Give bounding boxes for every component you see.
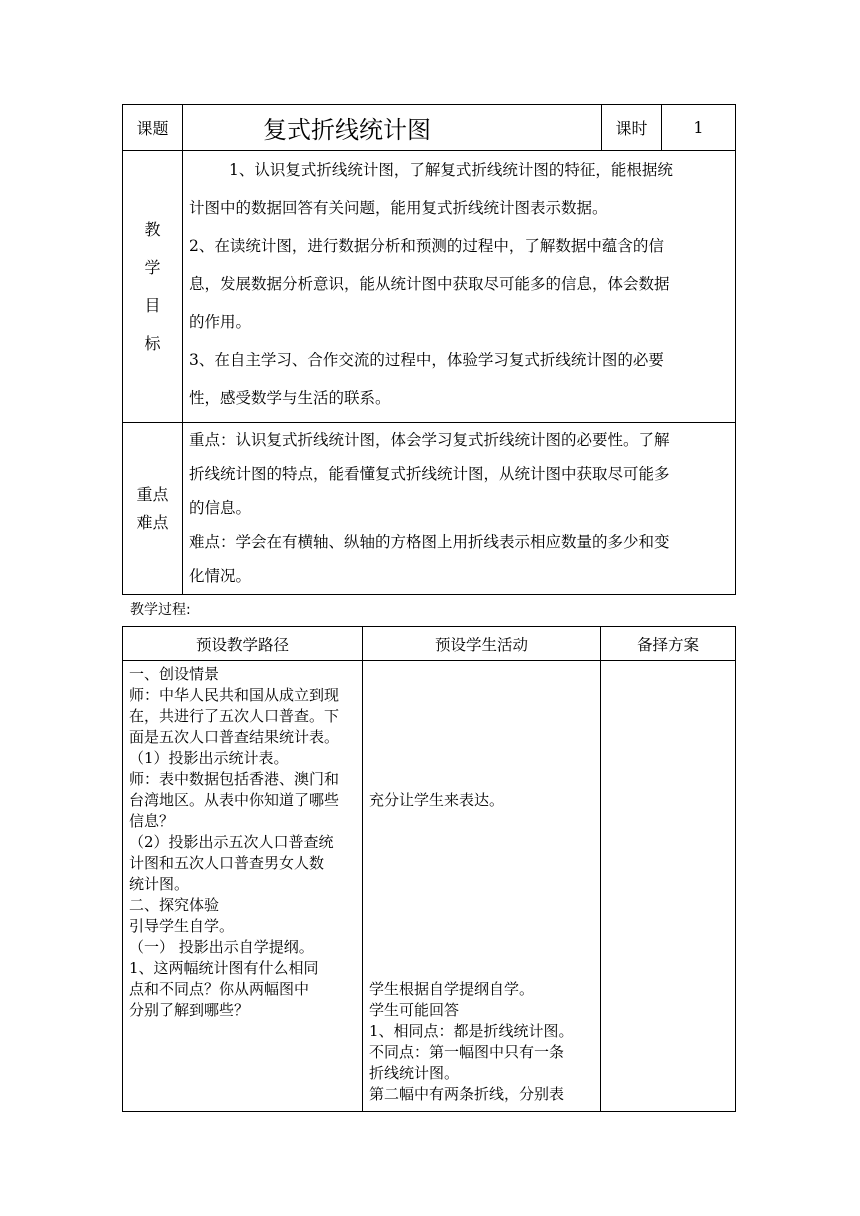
process-label: 教学过程: [130, 602, 191, 618]
text-line: 台湾地区。从表中你知道了哪些 [129, 791, 340, 809]
text-line: 面是五次人口普查结果统计表。 [129, 728, 340, 746]
keypoint-line: 的信息。 [189, 499, 252, 517]
header-alternative-plan: 备择方案 [601, 627, 736, 661]
text-line: 引导学生自学。 [129, 917, 235, 935]
goal-line: 3、在自主学习、合作交流的过程中，体验学习复式折线统计图的必要 [189, 351, 664, 369]
text-line: 二、探究体验 [129, 896, 220, 914]
text-line: 信息？ [129, 812, 175, 830]
text-line: （一） 投影出示自学提纲。 [129, 938, 314, 956]
goal-line: 计图中的数据回答有关问题，能用复式折线统计图表示数据。 [189, 199, 608, 217]
text-line: 1、这两幅统计图有什么相同 [129, 959, 319, 977]
goals-label-char: 教 [144, 219, 161, 239]
text-line: 分别了解到哪些？ [129, 1001, 250, 1019]
keypoint-line: 化情况。 [189, 567, 252, 585]
text-line: 计图和五次人口普查男女人数 [129, 854, 325, 872]
keypoint-line: 难点：学会在有横轴、纵轴的方格图上用折线表示相应数量的多少和变 [189, 533, 670, 551]
goal-line: 的作用。 [189, 313, 252, 331]
lesson-info-table [122, 104, 736, 595]
alternative-plan-cell [601, 661, 736, 1112]
teaching-path-text [123, 661, 362, 1021]
process-table [122, 626, 736, 1112]
goals-label-char: 目 [144, 295, 161, 315]
goal-line: 息，发展数据分析意识，能从统计图中获取尽可能多的信息，体会数据 [189, 275, 670, 293]
text-line: 学生根据自学提纲自学。 [369, 980, 535, 998]
keypoints-content [183, 423, 736, 595]
text-line: （2）投影出示五次人口普查统 [129, 833, 334, 851]
text-line: 一、创设情景 [129, 665, 220, 683]
text-line: 统计图。 [129, 875, 190, 893]
text-line: 学生可能回答 [369, 1001, 460, 1019]
student-activity-cell [363, 661, 601, 1112]
period-value: 1 [662, 105, 736, 151]
header-student-activity: 预设学生活动 [363, 627, 601, 661]
text-line: （1）投影出示统计表。 [129, 749, 289, 767]
lesson-title: 复式折线统计图 [183, 105, 602, 151]
goals-label [123, 151, 183, 423]
text-line: 师：表中数据包括香港、澳门和 [129, 770, 340, 788]
text-line: 师：中华人民共和国从成立到现 [129, 686, 340, 704]
keypoints-label-line: 重点 [136, 484, 169, 504]
goal-line: 性，感受数学与生活的联系。 [189, 389, 391, 407]
goals-content [183, 151, 736, 423]
goal-line: 1、认识复式折线统计图，了解复式折线统计图的特征，能根据统 [229, 161, 673, 179]
topic-label: 课题 [123, 105, 183, 151]
goals-label-char: 标 [144, 333, 161, 353]
header-teaching-path: 预设教学路径 [123, 627, 363, 661]
text-line: 不同点：第一幅图中只有一条 [369, 1043, 565, 1061]
keypoints-label [123, 423, 183, 595]
teaching-path-cell [123, 661, 363, 1112]
text-line: 在，共进行了五次人口普查。下 [129, 707, 340, 725]
text-line: 充分让学生来表达。 [369, 791, 505, 809]
text-line: 第二幅中有两条折线，分别表 [369, 1085, 565, 1103]
text-line: 折线统计图。 [369, 1064, 460, 1082]
student-activity-text [363, 661, 600, 1105]
keypoint-line: 重点：认识复式折线统计图，体会学习复式折线统计图的必要性。了解 [189, 431, 670, 449]
keypoint-line: 折线统计图的特点，能看懂复式折线统计图，从统计图中获取尽可能多 [189, 465, 670, 483]
text-line: 点和不同点？你从两幅图中 [129, 980, 310, 998]
keypoints-label-line: 难点 [136, 512, 169, 532]
goals-label-char: 学 [144, 257, 161, 277]
text-line: 1、相同点：都是折线统计图。 [369, 1022, 574, 1040]
period-label: 课时 [602, 105, 662, 151]
goal-line: 2、在读统计图，进行数据分析和预测的过程中，了解数据中蕴含的信 [189, 237, 664, 255]
